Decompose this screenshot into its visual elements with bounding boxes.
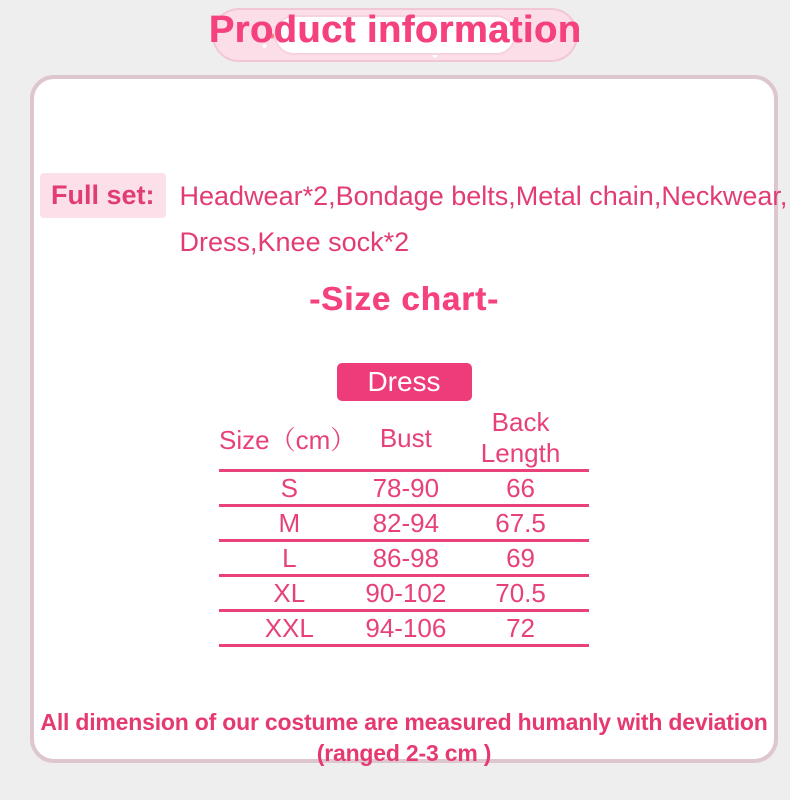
bust-cell: 86-98 — [360, 541, 453, 576]
bust-cell: 78-90 — [360, 471, 453, 506]
column-header-bust: Bust — [360, 407, 453, 471]
bust-cell: 82-94 — [360, 506, 453, 541]
full-set-line-2: Dress,Knee sock*2 — [179, 227, 410, 257]
measurement-note — [34, 707, 774, 769]
full-set-contents — [180, 173, 788, 265]
back-length-cell: 72 — [452, 611, 589, 646]
table-row — [219, 506, 589, 541]
back-length-cell: 66 — [452, 471, 589, 506]
size-cell: M — [219, 506, 360, 541]
size-cell: L — [219, 541, 360, 576]
size-chart-table — [219, 407, 589, 647]
size-chart-title: -Size chart- — [309, 280, 499, 317]
note-line-2: (ranged 2-3 cm ) — [316, 740, 492, 766]
size-cell: XL — [219, 576, 360, 611]
table-row — [219, 611, 589, 646]
back-length-cell: 69 — [452, 541, 589, 576]
page-title: Product information — [208, 9, 582, 51]
full-set-label: Full set: — [40, 173, 166, 218]
full-set-section — [34, 173, 788, 265]
banner — [0, 0, 790, 70]
back-length-cell: 70.5 — [452, 576, 589, 611]
table-row — [219, 541, 589, 576]
column-header-back-length: Back Length — [452, 407, 589, 471]
table-row — [219, 576, 589, 611]
bust-cell: 94-106 — [360, 611, 453, 646]
full-set-line-1: Headwear*2,Bondage belts,Metal chain,Neckwear, — [179, 181, 788, 211]
size-cell: XXL — [219, 611, 360, 646]
size-cell: S — [219, 471, 360, 506]
bust-cell: 90-102 — [360, 576, 453, 611]
note-line-1: All dimension of our costume are measured humanly with deviation — [40, 709, 768, 735]
column-header-size: Size（cm） — [219, 407, 360, 471]
product-info-card — [30, 75, 788, 766]
dress-category-badge: Dress — [337, 363, 472, 401]
table-row — [219, 471, 589, 506]
back-length-cell: 67.5 — [452, 506, 589, 541]
table-header-row — [219, 407, 589, 471]
